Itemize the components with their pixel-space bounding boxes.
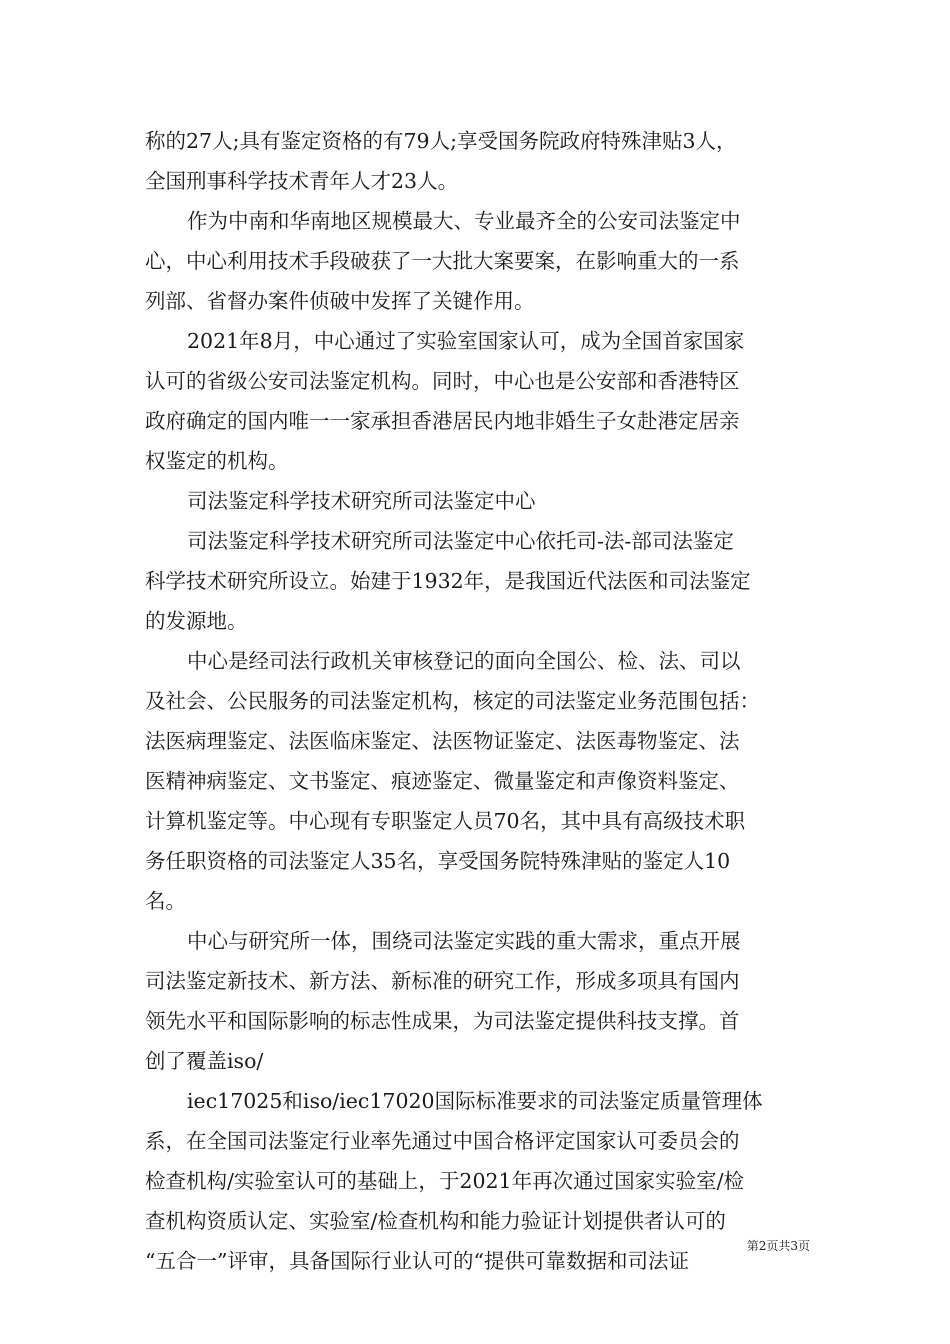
text-line: 列部、省督办案件侦破中发挥了关键作用。: [145, 289, 535, 313]
text-line: 查机构资质认定、实验室/检查机构和能力验证计划提供者认可的: [145, 1209, 726, 1233]
text-line: “五合一”评审，具备国际行业认可的“提供可靠数据和司法证: [145, 1249, 689, 1273]
section-heading: [145, 481, 810, 521]
text-line: 中心与研究所一体，围绕司法鉴定实践的重大需求，重点开展: [187, 929, 741, 953]
text-line: 及社会、公民服务的司法鉴定机构，核定的司法鉴定业务范围包括：: [145, 689, 760, 713]
text-line: 全国刑事科学技术青年人才23人。: [145, 169, 459, 193]
text-line: 务任职资格的司法鉴定人35名，享受国务院特殊津贴的鉴定人10: [145, 849, 731, 873]
heading-line: 司法鉴定科学技术研究所司法鉴定中心: [187, 489, 536, 513]
text-line: 权鉴定的机构。: [145, 449, 289, 473]
text-line: 作为中南和华南地区规模最大、专业最齐全的公安司法鉴定中: [187, 209, 741, 233]
text-line: 医精神病鉴定、文书鉴定、痕迹鉴定、微量鉴定和声像资料鉴定、: [145, 769, 740, 793]
text-line: 创了覆盖iso/: [145, 1049, 264, 1073]
text-line: 中心是经司法行政机关审核登记的面向全国公、检、法、司以: [187, 649, 741, 673]
text-line: iec17025和iso/iec17020国际标准要求的司法鉴定质量管理体: [187, 1089, 763, 1113]
text-line: 心，中心利用技术手段破获了一大批大案要案，在影响重大的一系: [145, 249, 740, 273]
paragraph-5: [145, 521, 810, 641]
text-line: 名。: [145, 889, 186, 913]
text-line: 领先水平和国际影响的标志性成果，为司法鉴定提供科技支撑。首: [145, 1009, 740, 1033]
text-line: 法医病理鉴定、法医临床鉴定、法医物证鉴定、法医毒物鉴定、法: [145, 729, 740, 753]
text-line: 检查机构/实验室认可的基础上，于2021年再次通过国家实验室/检: [145, 1169, 744, 1193]
text-line: 司法鉴定科学技术研究所司法鉴定中心依托司-法-部司法鉴定: [187, 529, 734, 553]
paragraph-6: [145, 641, 810, 921]
text-line: 系，在全国司法鉴定行业率先通过中国合格评定国家认可委员会的: [145, 1129, 740, 1153]
page-number: 第2页共3页: [746, 1239, 810, 1253]
paragraph-3: [145, 321, 810, 481]
text-line: 的发源地。: [145, 609, 248, 633]
paragraph-2: [145, 201, 810, 321]
text-line: 计算机鉴定等。中心现有专职鉴定人员70名，其中具有高级技术职: [145, 809, 746, 833]
text-line: 认可的省级公安司法鉴定机构。同时，中心也是公安部和香港特区: [145, 369, 740, 393]
body-text: [145, 121, 810, 1281]
text-line: 司法鉴定新技术、新方法、新标准的研究工作，形成多项具有国内: [145, 969, 740, 993]
paragraph-7: [145, 921, 810, 1081]
text-line: 2021年8月，中心通过了实验室国家认可，成为全国首家国家: [187, 329, 745, 353]
text-line: 称的27人;具有鉴定资格的有79人;享受国务院政府特殊津贴3人，: [145, 129, 737, 153]
text-line: 政府确定的国内唯一一家承担香港居民内地非婚生子女赴港定居亲: [145, 409, 740, 433]
text-line: 科学技术研究所设立。始建于1932年，是我国近代法医和司法鉴定: [145, 569, 751, 593]
paragraph-1: [145, 121, 810, 201]
